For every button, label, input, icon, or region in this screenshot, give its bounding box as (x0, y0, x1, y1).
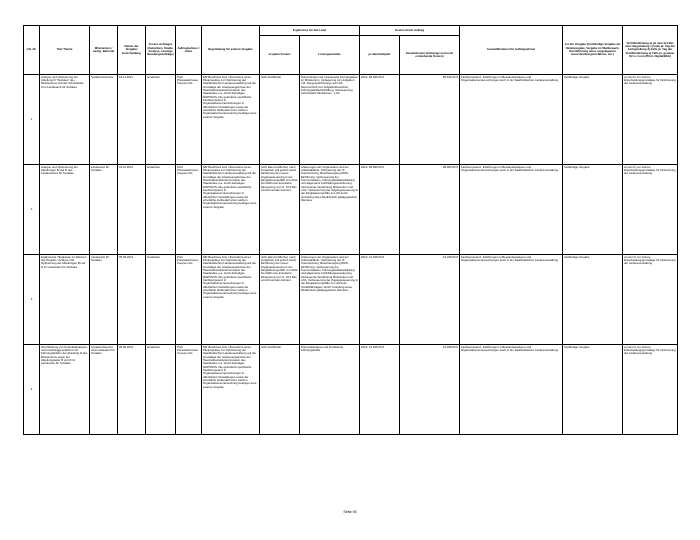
row-gesamtkosten: 99.960,00 € (400, 165, 460, 255)
row-veroeffentlichung: a) nein b) nur interne Entscheidungsgrundlage für Optimierung der Landesverwaltung (623, 345, 678, 435)
header-kosten-group: Kosten durch Auftrag (360, 26, 460, 36)
header-ministerium: Ministerium / nachg. Behörde (90, 26, 118, 75)
row-je-haushaltsjahr: 2012: 66.640,00 € (360, 75, 400, 165)
row-auftragnehmer: PwC Pricewaterhouse Coopers AG (176, 75, 202, 165)
row-veroeffentlichung: a) nein b) nur interne Entscheidungsgrundlage für Optimierung der Landesverwaltung (623, 165, 678, 255)
table-row (24, 255, 678, 345)
table-row (24, 75, 678, 165)
row-datum: 18.11.2011 (118, 75, 146, 165)
row-vergabeart: freihändige Vergabe (563, 165, 623, 255)
header-titel: Titel Thema (40, 26, 90, 75)
row-titel: Analyse und Optimierung der Abteilungen B und D des Landesamtes für Soziales (40, 165, 90, 255)
row-veroeffentlichung: a) nein b) nur interne Entscheidungsgrundlage für Optimierung der Landesverwaltung (623, 255, 678, 345)
table-row (24, 165, 678, 255)
row-begruendung: MR Beschluss bzw. Übernahme eines Pilotprojektes zur Optimierung der Saarländischen Landesverwaltung auf der Grundlage der Analyseergebnisse der Haushaltsstrukturkommission des Saarlandes u.a. durch damaliges MAPSSUS. Die geforderte spezifische Fachkompetenz in Organisationsuntersuchungen in öffentlichen Verwaltungen sowie der erhebliche Zeitbedarf einer solchen Organisationsuntersuchung bedingen eine externe Vergabe (202, 165, 260, 255)
header-ergebnisse-group: Ergebnisse für das Land (260, 26, 360, 36)
row-gesamtkosten: 66.640,00 € (400, 75, 460, 165)
row-loesungsansaetze: Konzentration auf ministerielle Kernaufgaben im Ministerium, Verlagerung von Aufgaben z.B. Kriegsopferfürsorge auf LAS, Neuzuschnitt von Aufgabenbereichen, Führungskräftefortbildung, Verbesserung Schnittstelle Ministerium - LAS (300, 75, 360, 165)
row-vergabeart: freihändige Vergabe (563, 345, 623, 435)
row-je-haushaltsjahr: 2012: 13.328,00 € (360, 255, 400, 345)
table-row (24, 345, 678, 435)
row-auftragnehmer: PwC Pricewaterhouse Coopers AG (176, 255, 202, 345)
row-auswahl: Fachkompetenz, Erfahrungen in Bestandsanalysen und Organisationsuntersuchungen auch in der Saarländischen Landesverwaltung (460, 255, 563, 345)
header-gesamtkosten: Gesamtkosten (bisherige und noch entstehende Kosten) (400, 36, 460, 75)
header-datum: Datum der Vergabe/ Entscheidung (118, 26, 146, 75)
header-auswahl: Auswahlkriterien für Auftragnehmer (460, 26, 563, 75)
row-ministerium: Sozialministerium (90, 75, 118, 165)
document-page (23, 25, 677, 435)
row-number: 2 (24, 165, 40, 255)
row-art: Gutachten (146, 345, 176, 435)
header-art: Art des Auftrages (Gutachten, Studie, Analyse, sonstige Beratungsaufträge) (146, 26, 176, 75)
header-begruendung: Begründung für externe Vergabe (202, 26, 260, 75)
row-je-haushaltsjahr: 2012: 99.960,00 € (360, 165, 400, 255)
row-auswahl: Fachkompetenz, Erfahrungen in Bestandsanalysen und Organisationsuntersuchungen auch in der Saarländischen Landesverwaltung (460, 345, 563, 435)
row-ersparte-kosten: nicht alles bezifferbar, nach Gutachten soll jedoch durch Einführung der neuen Zugangssteuerung in der Eingliederungshilfe von 2012 bis 2020 eine kumulierte Einsparung von rd. 19,5 Mio erreicht werden können. (260, 165, 300, 255)
row-ersparte-kosten: nicht bezifferbar. (260, 75, 300, 165)
row-number: 3 (24, 255, 40, 345)
row-titel: Ergänzende Tätigkeiten im Rahmen des Projekts "Analyse und Optimierung der Abteilungen B und D im Landesamt für Soziales (40, 255, 90, 345)
row-number: 4 (24, 345, 40, 435)
row-auftragnehmer: PwC Pricewaterhouse Coopers AG (176, 165, 202, 255)
row-begruendung: MR Beschluss bzw. Übernahme eines Pilotprojektes zur Optimierung der Saarländischen Landesverwaltung auf der Grundlage der Analyseergebnisse der Haushaltsstrukturkommission des Saarlandes u.a. durch damaliges MAPSSUS. Die geforderte spezifische Fachkompetenz in Organisationsuntersuchungen in öffentlichen Verwaltungen sowie der erhebliche Zeitbedarf einer solchen Organisationsuntersuchung bedingen eine externe Vergabe (202, 255, 260, 345)
row-gesamtkosten: 13.328,00 € (400, 345, 460, 435)
row-vergabeart: freihändige Vergabe (563, 75, 623, 165)
header-lfd-nr: Lfd. Nr. (24, 26, 40, 75)
row-gesamtkosten: 13.328,00 € (400, 255, 460, 345)
row-ministerium: Sozialministerium und Landesamt für Soziales (90, 345, 118, 435)
row-datum: 05.09.2012 (118, 255, 146, 345)
header-loesungsansaetze: Lösungsansätze (300, 36, 360, 75)
row-ministerium: Landesamt für Soziales (90, 165, 118, 255)
row-art: Gutachten (146, 255, 176, 345)
row-je-haushaltsjahr: 2014: 13.328,00 € (360, 345, 400, 435)
row-begruendung: MR Beschluss bzw. Übernahme eines Pilotprojektes zur Optimierung der Saarländischen Landesverwaltung auf der Grundlage der Analyseergebnisse der Haushaltsstrukturkommission des Saarlandes u.a. durch damaliges MAPSSUS. Die geforderte spezifische Fachkompetenz in Organisationsuntersuchungen in öffentlichen Verwaltungen sowie der erhebliche Zeitbedarf einer solchen Organisationsuntersuchung bedingen eine externe Vergabe (202, 345, 260, 435)
header-ersparte-kosten: ersparte Kosten (260, 36, 300, 75)
row-loesungsansaetze: Änderungen der Organisation und der Arbeitsabläufe, Optimierung der IT-Unterstützung, Beschleunigung DMS-Einführung, Verbesserung der Kommunikation, Führungskräftefortbildung und allgemeine Fortbildungserweiterung, Verbesserte Verzahnung Ministerium und LAS, Verbesserung der Zugangssteuerung in der Eingliederungshilfe im LAS durch Gründung eines Medizinisch-pädagogischen Dienstes (300, 165, 360, 255)
header-veroeffentlichung: Veröffentlichung a) ja/ nein b) Falls nein: Begründung c) Falls ja: Tag der Fertigstellung d) Falls ja: Tag der Veröffentlichung e) Falls ja: genauer Ort u. Form (Print, Digital/Web) (623, 26, 678, 75)
row-number: 1 (24, 75, 40, 165)
row-vergabeart: freihändige Vergabe (563, 255, 623, 345)
header-auftragnehmer: Auftragnehmer / Autor (176, 26, 202, 75)
row-auftragnehmer: PwC Pricewaterhouse Coopers AG (176, 345, 202, 435)
row-art: Gutachten (146, 75, 176, 165)
row-art: Gutachten (146, 165, 176, 255)
header-vergabeart: Art der Vergabe (Freihändige Vergabe als Direktvergabe, Vergabe im Wettbewerb, Durchführung eines vorgelagerten Ausschreibungsverfahren, etc.) (563, 26, 623, 75)
row-auswahl: Fachkompetenz, Erfahrungen in Bestandsanalysen und Organisationsuntersuchungen auch in der Saarländischen Landesverwaltung (460, 75, 563, 165)
row-ersparte-kosten: nicht bezifferbar. (260, 345, 300, 435)
row-auswahl: Fachkompetenz, Erfahrungen in Bestandsanalysen und Organisationsuntersuchungen auch in der Saarländischen Landesverwaltung (460, 165, 563, 255)
row-datum: 01.12.2011 (118, 165, 146, 255)
header-je-haushaltsjahr: je Haushaltsjahr (360, 36, 400, 75)
row-loesungsansaetze: Änderungen der Organisation und der Arbeitsabläufe, Optimierung der IT-Unterstützung, Beschleunigung DMS-Einführung, Verbesserung der Kommunikation, Führungskräftefortbildung und allgemeine Fortbildungserweiterung, Verbesserte Verzahnung Ministerium und LAS, Verbesserung der Zugangssteuerung in der Eingliederungshilfe im LAS beim Sozialhilfeträgern durch Gründung eines Medizinisch-pädagogischen Dienstes (300, 255, 360, 345)
row-titel: Durchführung von Potentialanalysen- und Coachinggesprächen mit Führungskräften der Abteilung D des Ministeriums sowie der Abteilungsleiter B und D im Landesamt für Soziales (40, 345, 90, 435)
row-veroeffentlichung: a) nein b) nur interne Entscheidungsgrundlage für Optimierung der Landesverwaltung (623, 75, 678, 165)
row-titel: Analyse und Optimierung der Abteilung D "Soziales" des Ministeriums und der Schnittstelle zum Landesamt für Soziales (40, 75, 90, 165)
contracts-table (23, 25, 678, 435)
row-ministerium: Landesamt für Soziales (90, 255, 118, 345)
page-number: Seite 94 (343, 510, 357, 514)
row-datum: 06.06.2012 (118, 345, 146, 435)
row-ersparte-kosten: nicht alles bezifferbar, nach Gutachten soll jedoch durch Einführung der neuen Zugangssteuerung in der Eingliederungshilfe von 2012 bis 2020 eine kumulierte Einsparung von rd. 19,5 Mio erreicht werden können. (260, 255, 300, 345)
row-begruendung: MR Beschluss bzw. Übernahme eines Pilotprojektes zur Optimierung der Saarländischen Landesverwaltung auf der Grundlage der Analyseergebnisse der Haushaltsstrukturkommission des Saarlandes u.a. durch damaliges MAPSSUS. Die geforderte spezifische Fachkompetenz in Organisationsuntersuchungen in öffentlichen Verwaltungen sowie der erhebliche Zeitbedarf einer solchen Organisationsuntersuchung bedingen eine externe Vergabe (202, 75, 260, 165)
row-loesungsansaetze: Potenzialanalyse und Fortbildung Führungskräfte (300, 345, 360, 435)
